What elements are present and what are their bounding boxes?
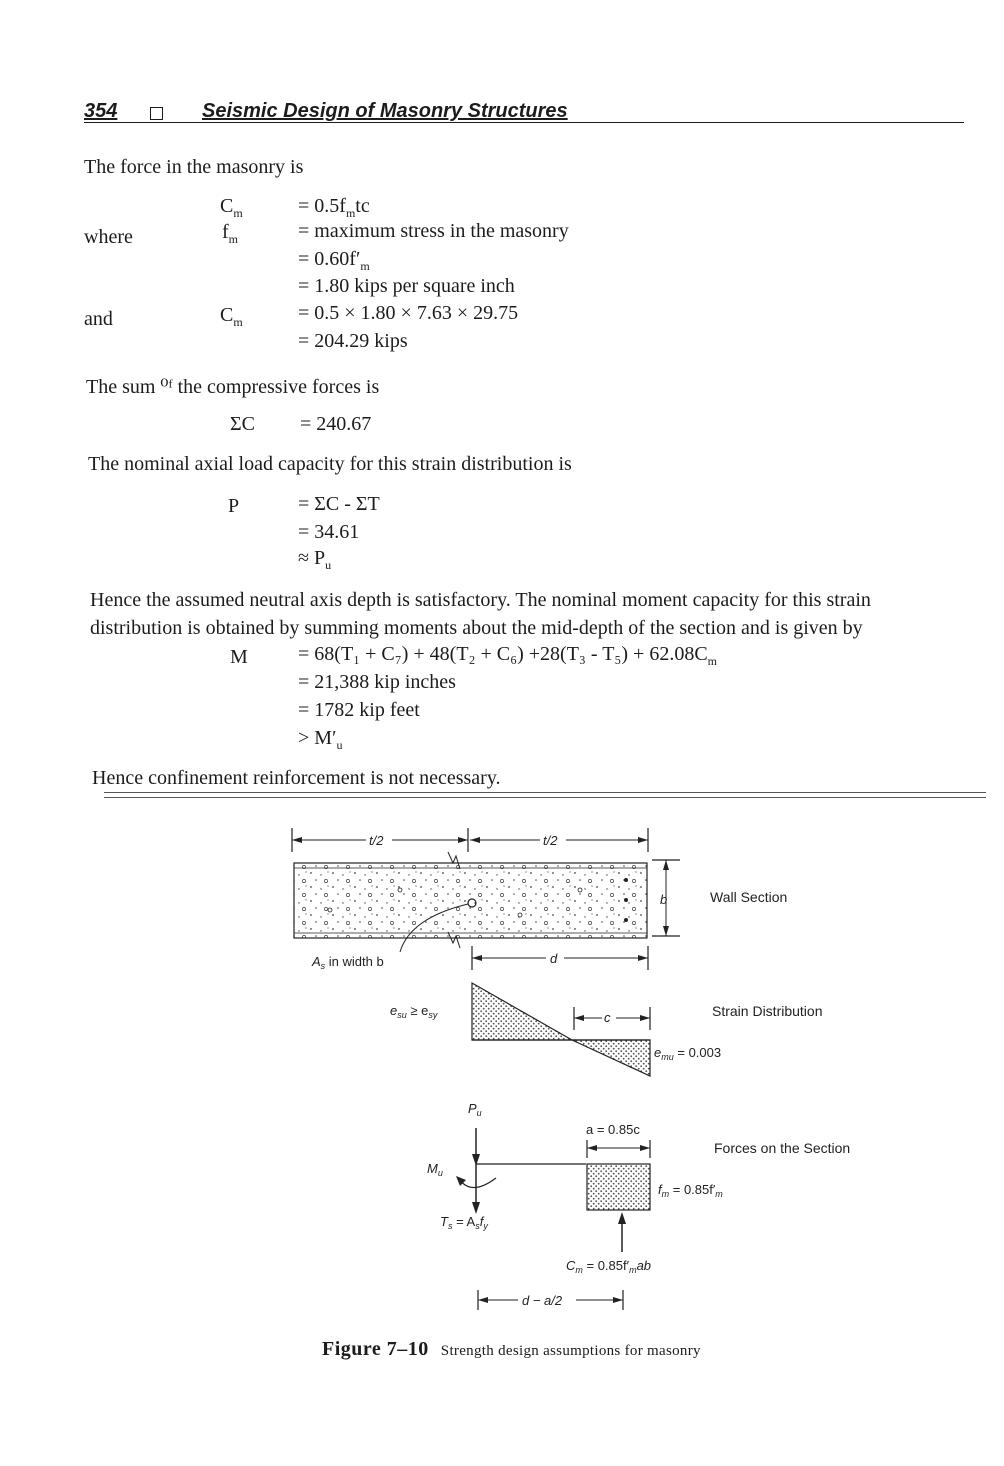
pu-label: $P_u$ (468, 1101, 482, 1118)
d-label: d (550, 951, 558, 966)
stress-block-rect (587, 1164, 650, 1210)
cm-label: $C_m = 0.85f'_mab$ (566, 1258, 652, 1275)
c-label: c (604, 1010, 611, 1025)
paragraph-neutral-axis-line1: Hence the assumed neutral axis depth is satisfactory. The nominal moment capacity for this strain (90, 589, 871, 611)
forces-on-section-label: Forces on the Section (714, 1140, 851, 1156)
eq-sigma-c-symbol: ΣC (230, 413, 255, 435)
figure-caption (322, 1338, 701, 1361)
wall-section-rect (294, 863, 647, 938)
paragraph-axial-capacity: The nominal axial load capacity for this strain distribution is (88, 453, 572, 475)
label-where: where (84, 226, 133, 248)
mu-label: $M_u$ (427, 1161, 443, 1178)
eq-fm-line3: = 1.80 kips per square inch (298, 275, 515, 297)
strain-distribution-label: Strain Distribution (712, 1003, 823, 1019)
eq-m-line3: = 1782 kip feet (298, 699, 420, 721)
running-header (84, 100, 964, 124)
section-rule-2 (104, 797, 986, 798)
eq-m-line2: = 21,388 kip inches (298, 671, 456, 693)
emu-label: $e_{mu} = 0.003$ (654, 1045, 722, 1062)
d-minus-a-half-label: d − a/2 (522, 1293, 563, 1308)
eq-m-line1: = $68(T_1 + C_7) + 48(T_2 + C_6) +28(T_3 - T_5) + 62.08C_m$ (298, 643, 718, 668)
eq-fm-line2: = $0.60f'_m$ (298, 248, 370, 273)
figure-7-10 (0, 800, 1004, 1340)
paragraph-confinement: Hence confinement reinforcement is not necessary. (92, 767, 501, 789)
dimension-d (472, 946, 648, 970)
section-rule-1 (104, 792, 986, 793)
dimension-a (587, 1140, 650, 1158)
mu-moment-arc (460, 1178, 496, 1188)
as-label: $A_s$ in width b (312, 954, 384, 971)
paragraph-force-masonry: The force in the masonry is (84, 156, 304, 178)
figure-number: Figure 7–10 (322, 1338, 429, 1360)
esu-label: $e_{su} \ge e_{sy}$ (390, 1003, 438, 1020)
label-and: and (84, 308, 113, 330)
eq-sigma-c-value: = 240.67 (300, 413, 372, 435)
figure-caption-text: Strength design assumptions for masonry (440, 1343, 701, 1359)
eq-m-line4: > $M'_u$ (298, 727, 343, 752)
eq-p-line3: ≈ $P_u$ (298, 547, 332, 572)
paragraph-sum-compressive: The sum ⁰ᶠ the compressive forces is (86, 376, 380, 398)
paragraph-neutral-axis-line2: distribution is obtained by summing moments about the mid-depth of the section and is given by (90, 617, 863, 639)
page-number: 354 (84, 100, 118, 122)
dimension-t-half (292, 828, 648, 852)
eq-cm-definition: = $0.5f_mtc$ (298, 195, 370, 220)
eq-p-line1: = ΣC - ΣT (298, 493, 380, 515)
t-half-right-label: t/2 (543, 833, 558, 848)
eq-fm-symbol: $f_m$ (222, 221, 239, 246)
running-title: Seismic Design of Masonry Structures (202, 100, 568, 122)
eq-cm-symbol: $C_m$ (220, 195, 243, 220)
a-label: a = 0.85c (586, 1122, 640, 1137)
header-rule (84, 122, 964, 123)
header-box-icon (150, 107, 163, 120)
t-half-left-label: t/2 (369, 833, 384, 848)
dimension-c (574, 1007, 650, 1030)
eq-p-line2: = 34.61 (298, 521, 360, 543)
fm-label: $f_m = 0.85f'_m$ (658, 1182, 723, 1199)
strain-compression-triangle (572, 1040, 650, 1076)
eq-m-symbol: M (230, 646, 248, 668)
eq-cm2-line2: = 204.29 kips (298, 330, 408, 352)
ts-label: $T_s = A_sf_y$ (440, 1214, 488, 1231)
wall-section-label: Wall Section (710, 889, 788, 905)
eq-cm2-line1: = 0.5 × 1.80 × 7.63 × 29.75 (298, 302, 519, 324)
eq-fm-line1: = maximum stress in the masonry (298, 220, 569, 242)
eq-p-symbol: P (228, 495, 240, 517)
b-label: b (660, 892, 668, 907)
eq-cm2-symbol: $C_m$ (220, 304, 243, 329)
strain-tension-triangle (472, 983, 572, 1040)
